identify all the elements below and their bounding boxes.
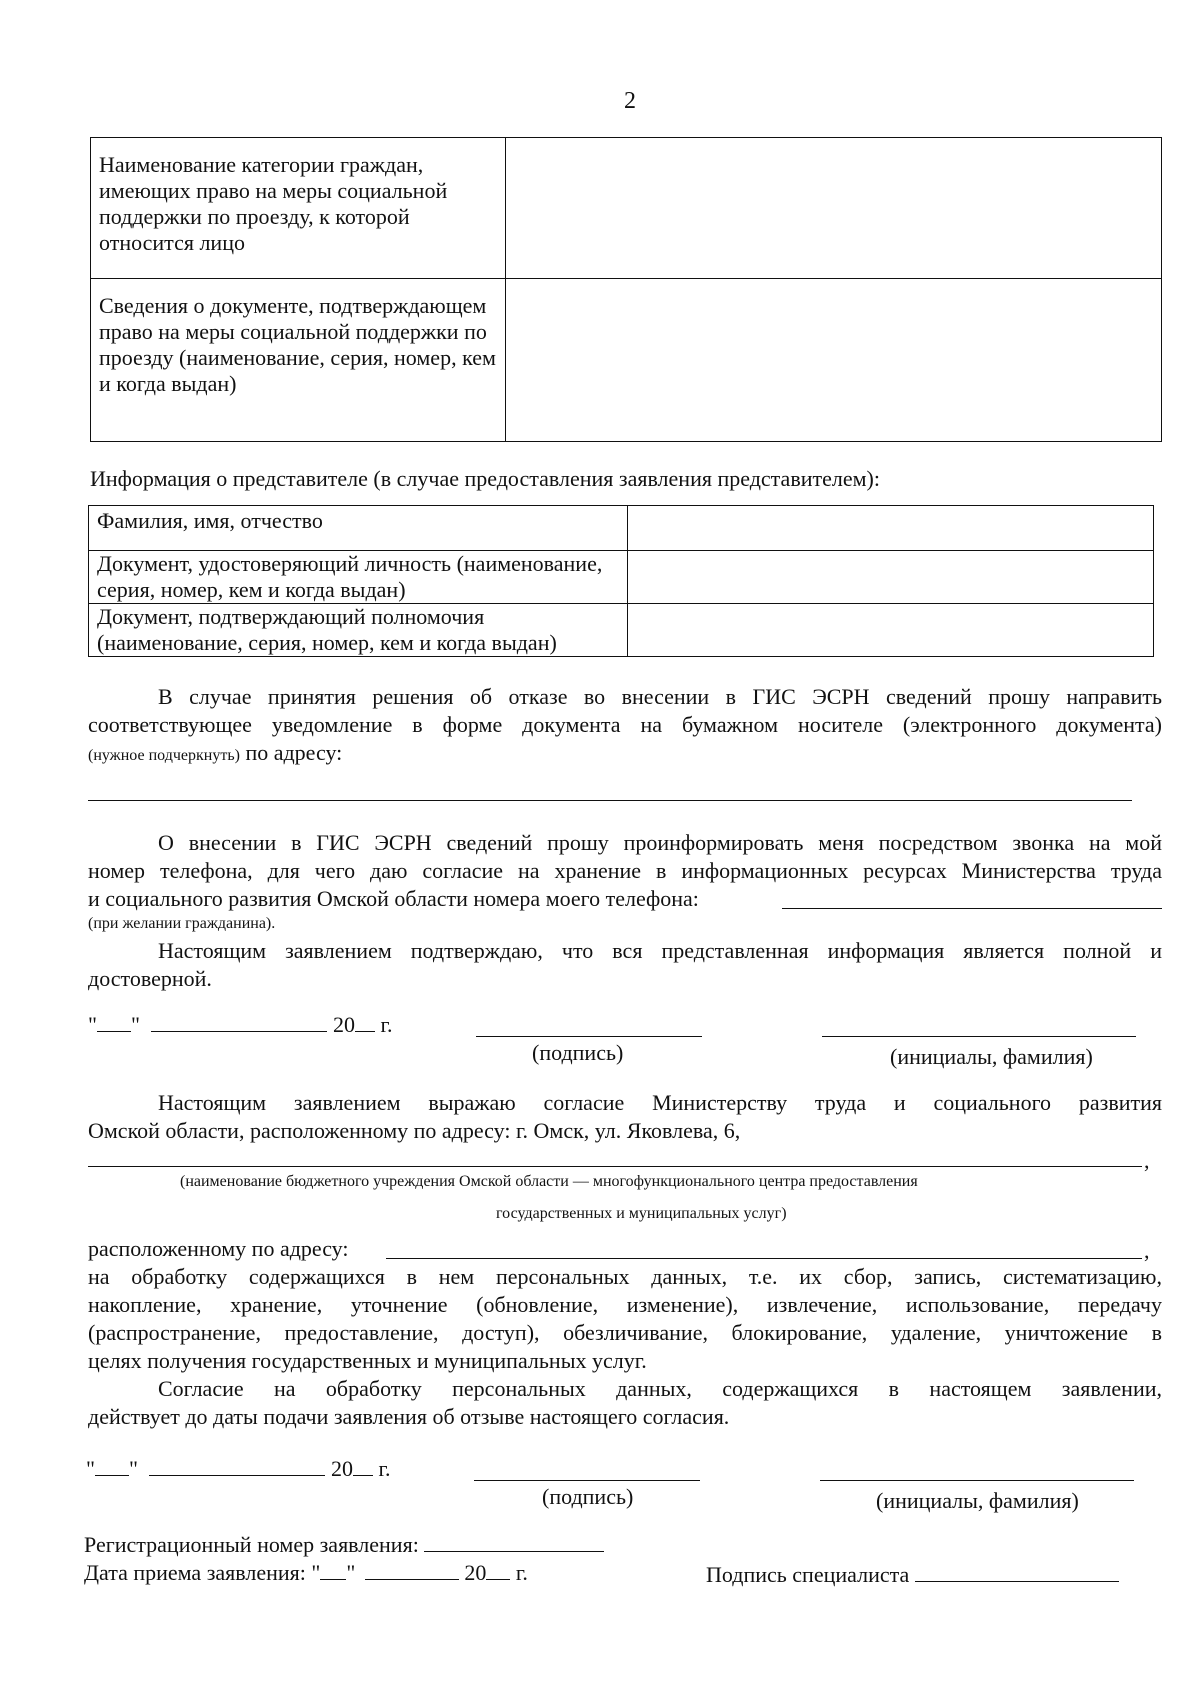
sign1-day-field[interactable] xyxy=(97,1013,131,1032)
institution-comma: , xyxy=(1144,1148,1150,1173)
consent-validity-1: Согласие на обработку персональных данных, содержащихся в настоящем заявлении, xyxy=(158,1376,1162,1401)
representative-table xyxy=(88,505,1154,657)
category-table xyxy=(90,137,1162,442)
document-info-label: Сведения о документе, подтверждающем право на меры социальной поддержки по проезду (наименование, серия, номер, кем и когда выдан) xyxy=(91,279,506,442)
phone-line-1: О внесении в ГИС ЭСРН сведений прошу проинформировать меня посредством звонка на мой xyxy=(158,830,1162,855)
specialist-signature: Подпись специалиста xyxy=(706,1562,1119,1588)
confirm-line-2: достоверной. xyxy=(88,966,212,991)
sign2-name-caption: (инициалы, фамилия) xyxy=(876,1488,1079,1513)
rep-authority-label: Документ, подтверждающий полномочия (наименование, серия, номер, кем и когда выдан) xyxy=(89,604,628,657)
phone-line-3: и социального развития Омской области номера моего телефона: xyxy=(88,886,699,911)
refusal-address-label: по адресу: xyxy=(245,740,343,765)
consent-paragraph-2: накопление, хранение, уточнение (обновление, изменение), извлечение, использование, передачу xyxy=(88,1292,1162,1317)
consent-address-comma: , xyxy=(1144,1238,1150,1263)
reception-date: Дата приема заявления: " " 20 г. xyxy=(84,1560,528,1585)
reception-day-field[interactable] xyxy=(320,1561,346,1580)
table-row xyxy=(91,279,1162,442)
table-row xyxy=(89,551,1154,604)
phone-note: (при желании гражданина). xyxy=(88,915,276,932)
consent-paragraph-4: целях получения государственных и муниципальных услуг. xyxy=(88,1348,647,1373)
sign1-name-caption: (инициалы, фамилия) xyxy=(890,1044,1093,1069)
reception-year-field[interactable] xyxy=(486,1561,510,1580)
consent-line-1: Настоящим заявлением выражаю согласие Министерству труда и социального развития xyxy=(158,1090,1162,1115)
phone-number-line[interactable] xyxy=(782,908,1162,909)
institution-line[interactable] xyxy=(88,1166,1142,1167)
refusal-line-2: соответствующее уведомление в форме документа на бумажном носителе (электронного документа) xyxy=(88,712,1162,737)
category-value[interactable] xyxy=(506,138,1162,279)
consent-validity-2: действует до даты подачи заявления об отзыве настоящего согласия. xyxy=(88,1404,730,1429)
sign1-year-field[interactable] xyxy=(355,1013,375,1032)
sign1-date: " " 20 г. xyxy=(88,1012,393,1037)
specialist-signature-field[interactable] xyxy=(915,1563,1119,1582)
table-row xyxy=(91,138,1162,279)
rep-id-value[interactable] xyxy=(628,551,1154,604)
confirm-line-1: Настоящим заявлением подтверждаю, что вся представленная информация является полной и xyxy=(158,938,1162,963)
refusal-note: (нужное подчеркнуть) xyxy=(88,747,240,764)
rep-name-label: Фамилия, имя, отчество xyxy=(89,506,628,551)
sign2-year-field[interactable] xyxy=(353,1457,373,1476)
representative-heading: Информация о представителе (в случае предоставления заявления представителем): xyxy=(90,466,880,491)
registration-number: Регистрационный номер заявления: xyxy=(84,1532,604,1558)
sign2-date: " " 20 г. xyxy=(86,1456,391,1481)
consent-address-label: расположенному по адресу: xyxy=(88,1236,349,1261)
sign2-name-line[interactable] xyxy=(820,1480,1134,1481)
sign1-signature-line[interactable] xyxy=(476,1036,702,1037)
sign2-signature-caption: (подпись) xyxy=(542,1484,634,1509)
consent-address-line[interactable] xyxy=(386,1258,1142,1259)
page-number: 2 xyxy=(624,88,636,114)
table-row xyxy=(89,506,1154,551)
registration-number-field[interactable] xyxy=(424,1533,604,1552)
sign2-signature-line[interactable] xyxy=(474,1480,700,1481)
sign2-month-field[interactable] xyxy=(149,1457,325,1476)
rep-name-value[interactable] xyxy=(628,506,1154,551)
category-label: Наименование категории граждан, имеющих право на меры социальной поддержки по проезду, к которой относится лицо xyxy=(91,138,506,279)
refusal-line-1: В случае принятия решения об отказе во внесении в ГИС ЭСРН сведений прошу направить xyxy=(158,684,1162,709)
institution-caption-1: (наименование бюджетного учреждения Омской области — многофункционального центра предоставления xyxy=(180,1173,918,1190)
sign1-signature-caption: (подпись) xyxy=(532,1040,624,1065)
reception-month-field[interactable] xyxy=(365,1561,459,1580)
institution-caption-2: государственных и муниципальных услуг) xyxy=(496,1205,787,1222)
document-info-value[interactable] xyxy=(506,279,1162,442)
table-row xyxy=(89,604,1154,657)
sign1-month-field[interactable] xyxy=(151,1013,327,1032)
refusal-line-3 xyxy=(88,740,342,766)
consent-paragraph-3: (распространение, предоставление, доступ), обезличивание, блокирование, удаление, уничтожение в xyxy=(88,1320,1162,1345)
rep-id-label: Документ, удостоверяющий личность (наименование, серия, номер, кем и когда выдан) xyxy=(89,551,628,604)
consent-paragraph-1: на обработку содержащихся в нем персональных данных, т.е. их сбор, запись, систематизацию, xyxy=(88,1264,1162,1289)
rep-authority-value[interactable] xyxy=(628,604,1154,657)
consent-line-2: Омской области, расположенному по адресу: г. Омск, ул. Яковлева, 6, xyxy=(88,1118,741,1143)
refusal-address-line[interactable] xyxy=(88,800,1132,801)
sign1-name-line[interactable] xyxy=(822,1036,1136,1037)
sign2-day-field[interactable] xyxy=(95,1457,129,1476)
phone-line-2: номер телефона, для чего даю согласие на хранение в информационных ресурсах Министерства труда xyxy=(88,858,1162,883)
